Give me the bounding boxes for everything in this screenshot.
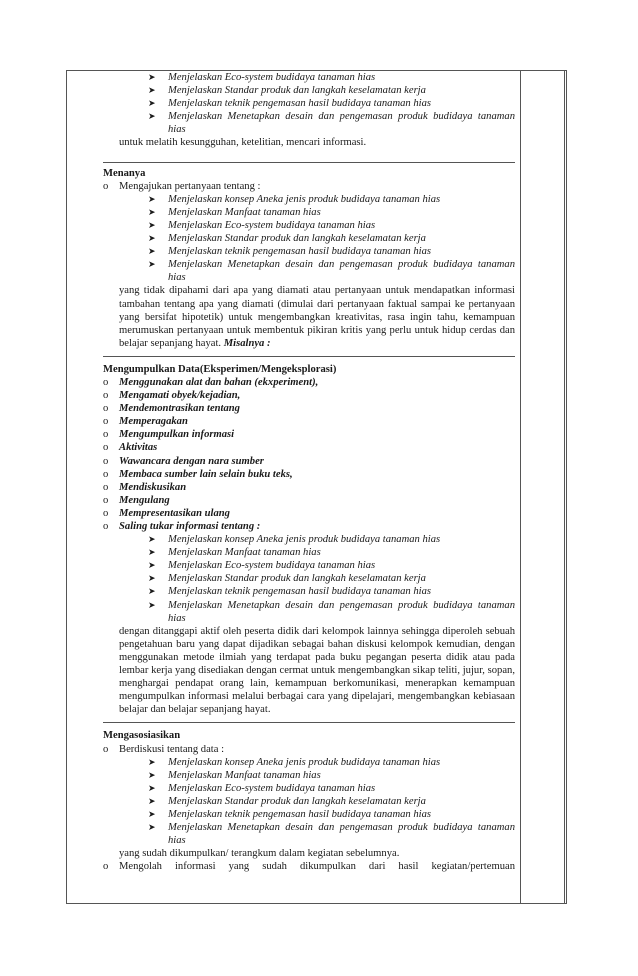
circle-bullet-icon: o: [103, 403, 109, 415]
circle-bullet-icon: o: [103, 455, 109, 467]
list-item: o Membaca sumber lain selain buku teks,: [103, 468, 293, 480]
list-item: ➤ Menjelaskan teknik pengemasan hasil budidaya tanaman hias: [148, 808, 432, 820]
arrow-bullet-icon: ➤: [148, 233, 156, 244]
section-heading: Mengumpulkan Data(Eksperimen/Mengeksplorasi): [103, 363, 337, 375]
right-column-divider: [564, 71, 565, 903]
arrow-bullet-icon: ➤: [148, 547, 156, 558]
arrow-bullet-icon: ➤: [148, 822, 156, 833]
list-item: ➤ Menjelaskan konsep Aneka jenis produk budidaya tanaman hias: [148, 534, 441, 546]
document-content: [103, 71, 515, 873]
list-item: ➤ Menjelaskan Standar produk dan langkah keselamatan kerja: [148, 573, 426, 585]
block-top: [103, 71, 515, 163]
arrow-bullet-icon: ➤: [148, 586, 156, 597]
circle-bullet-icon: o: [103, 521, 109, 532]
arrow-bullet-icon: ➤: [148, 534, 156, 545]
circle-bullet-icon: o: [103, 468, 109, 480]
list-item: o Mengumpulkan informasi: [103, 429, 235, 441]
circle-bullet-icon: o: [103, 376, 109, 388]
circle-bullet-icon: o: [103, 429, 109, 441]
section-heading: Menanya: [103, 167, 146, 179]
arrow-bullet-icon: ➤: [148, 219, 156, 230]
list-item: o Wawancara dengan nara sumber: [103, 455, 264, 467]
list-item: ➤ Menjelaskan Menetapkan desain dan pengemasan produk budidaya tanaman hias: [148, 599, 515, 624]
arrow-bullet-icon: ➤: [148, 193, 156, 204]
arrow-bullet-icon: ➤: [148, 246, 156, 257]
list-item: ➤ Menjelaskan teknik pengemasan hasil budidaya tanaman hias: [148, 246, 432, 258]
arrow-bullet-icon: ➤: [148, 98, 156, 109]
list-item: ➤ Menjelaskan konsep Aneka jenis produk budidaya tanaman hias: [148, 193, 441, 205]
circle-bullet-icon: o: [103, 390, 109, 402]
list-item: o Memperagakan: [103, 416, 188, 428]
list-item: ➤ Menjelaskan Manfaat tanaman hias: [148, 769, 321, 781]
arrow-bullet-icon: ➤: [148, 259, 156, 270]
block-menanya: [103, 163, 515, 357]
arrow-bullet-icon: ➤: [148, 573, 156, 584]
list-item: ➤ Menjelaskan Manfaat tanaman hias: [148, 547, 321, 559]
arrow-bullet-icon: ➤: [148, 599, 156, 610]
circle-bullet-icon: o: [103, 861, 109, 873]
list-item: ➤ Menjelaskan Menetapkan desain dan pengemasan produk budidaya tanaman hias: [148, 259, 515, 284]
arrow-bullet-icon: ➤: [148, 85, 156, 96]
paragraph: dengan ditanggapi aktif oleh peserta didik dari kelompok lainnya sehingga diperoleh sebuah pengetahuan baru yang dapat dijadikan sebagai bahan diskusi kelompok kemudian, dengan menggunakan metode ilmiah yang terdapat pada buku pegangan peserta didik atau pada lembar kerja yang disediakan dengan cermat untuk mengembangkan sikap teliti, jujur, sopan, menghargai pendapat orang lain, kemampuan berkomunikasi, menerapkan kemampuan mengumpulkan informasi melalui berbagai cara yang dipelajari, mengembangkan kebiasaan belajar dan belajar sepanjang hayat.: [119, 625, 515, 716]
list-item: o Berdiskusi tentang data :: [103, 743, 225, 755]
list-item: o Mengamati obyek/kejadian,: [103, 390, 241, 402]
list-item: ➤ Menjelaskan teknik pengemasan hasil budidaya tanaman hias: [148, 586, 432, 598]
list-item: ➤ Menjelaskan Menetapkan desain dan pengemasan produk budidaya tanaman hias: [148, 822, 515, 847]
list-item: ➤ Menjelaskan Eco-system budidaya tanaman hias: [148, 219, 376, 231]
list-item: ➤ Menjelaskan Eco-system budidaya tanaman hias: [148, 72, 376, 83]
circle-bullet-icon: o: [103, 442, 109, 454]
closing-text: yang sudah dikumpulkan/ terangkum dalam kegiatan sebelumnya.: [119, 848, 400, 860]
arrow-bullet-icon: ➤: [148, 560, 156, 571]
list-item: ➤ Menjelaskan Standar produk dan langkah keselamatan kerja: [148, 233, 426, 245]
arrow-bullet-icon: ➤: [148, 782, 156, 793]
circle-bullet-icon: o: [103, 494, 109, 506]
list-item: ➤ Menjelaskan Manfaat tanaman hias: [148, 206, 321, 218]
list-item: o Menggunakan alat dan bahan (ekxperiment),: [103, 376, 319, 388]
list-item: o Mendiskusikan: [103, 481, 187, 493]
circle-bullet-icon: o: [103, 180, 109, 192]
arrow-bullet-icon: ➤: [148, 756, 156, 767]
list-item: ➤ Menjelaskan teknik pengemasan hasil budidaya tanaman hias: [148, 98, 432, 110]
circle-bullet-icon: o: [103, 481, 109, 493]
closing-text: untuk melatih kesungguhan, ketelitian, mencari informasi.: [119, 137, 367, 149]
circle-bullet-icon: o: [103, 416, 109, 428]
arrow-bullet-icon: ➤: [148, 206, 156, 217]
arrow-bullet-icon: ➤: [148, 808, 156, 819]
list-item: o Mempresentasikan ulang: [103, 507, 230, 519]
list-item: o Mengolah informasi yang sudah dikumpulkan dari hasil kegiatan/pertemuan: [103, 861, 515, 873]
circle-bullet-icon: o: [103, 743, 109, 755]
list-item: o Saling tukar informasi tentang :: [103, 521, 261, 532]
arrow-bullet-icon: ➤: [148, 795, 156, 806]
arrow-bullet-icon: ➤: [148, 769, 156, 780]
list-item: o Aktivitas: [103, 442, 158, 454]
list-item: ➤ Menjelaskan Eco-system budidaya tanaman hias: [148, 782, 376, 794]
section-heading: Mengasosiasikan: [103, 730, 181, 742]
list-item: ➤ Menjelaskan Standar produk dan langkah keselamatan kerja: [148, 795, 426, 807]
paragraph: yang tidak dipahami dari apa yang diamati atau pertanyaan untuk mendapatkan informasi tambahan tentang apa yang diamati (dimulai dari pertanyaan faktual sampai ke pertanyaan yang bersifat hipotetik) untuk mengembangkan kreativitas, rasa ingin tahu, kemampuan merumuskan pertanyaan untuk membentuk pikiran kritis yang perlu untuk hidup cerdas dan belajar sepanjang hayat. Misalnya :: [119, 285, 515, 349]
list-item: ➤ Menjelaskan Menetapkan desain dan pengemasan produk budidaya tanaman hias: [148, 111, 515, 136]
arrow-bullet-icon: ➤: [148, 111, 156, 122]
list-item: ➤ Menjelaskan Eco-system budidaya tanaman hias: [148, 560, 376, 572]
paragraph-tail: Misalnya :: [223, 337, 271, 349]
circle-bullet-icon: o: [103, 507, 109, 519]
block-mengumpulkan: [103, 357, 515, 724]
block-mengasosiasikan: [103, 723, 515, 873]
list-item: ➤ Menjelaskan konsep Aneka jenis produk budidaya tanaman hias: [148, 756, 441, 768]
arrow-bullet-icon: ➤: [148, 72, 156, 82]
list-item: o Mendemontrasikan tentang: [103, 403, 240, 415]
list-item: ➤ Menjelaskan Standar produk dan langkah keselamatan kerja: [148, 85, 426, 97]
list-item: o Mengajukan pertanyaan tentang :: [103, 180, 261, 192]
list-item: o Mengulang: [103, 494, 170, 506]
